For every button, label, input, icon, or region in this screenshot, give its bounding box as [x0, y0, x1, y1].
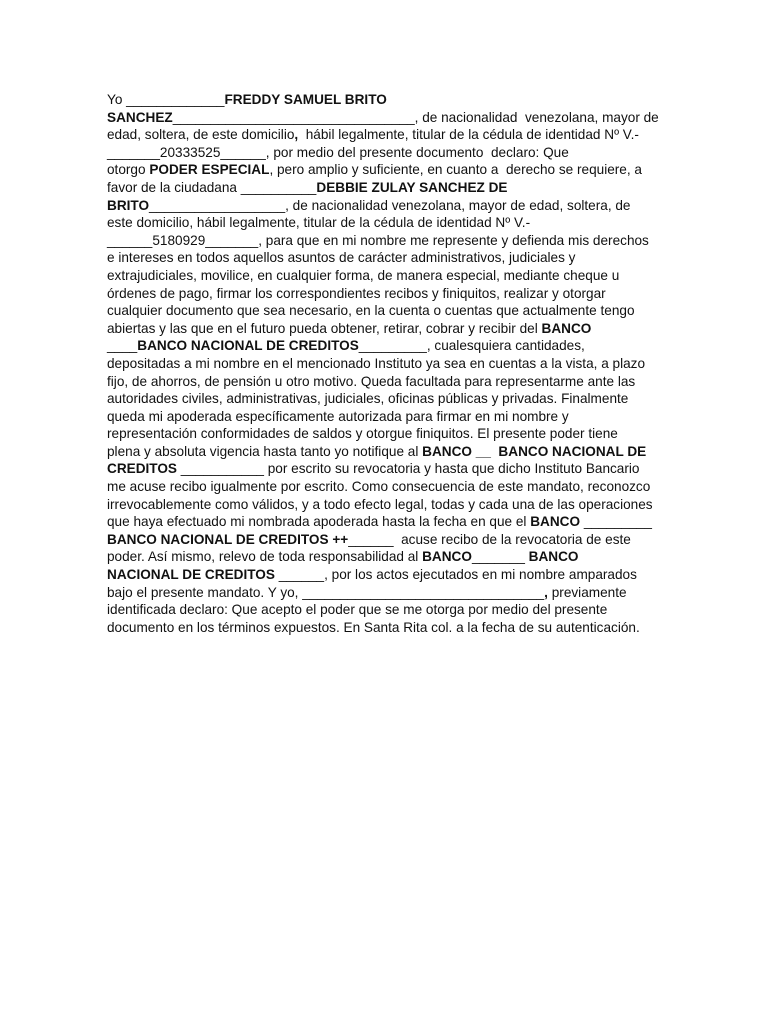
document-line — [107, 232, 667, 250]
document-line — [107, 531, 667, 549]
text-segment: representación conformidades de saldos y otorgue finiquitos. El presente poder tiene — [107, 426, 618, 442]
document-line — [107, 373, 667, 391]
text-segment: depositadas a mi nombre en el mencionado Instituto ya sea en cuentas a la vista, a plazo — [107, 355, 646, 371]
document-line — [107, 584, 667, 602]
bold-text-segment: FREDDY SAMUEL BRITO — [224, 92, 387, 107]
text-segment: ____ — [107, 338, 138, 354]
bold-text-segment: , — [544, 584, 548, 600]
text-segment: bajo el presente mandato. Y yo, ________________________________ — [107, 584, 545, 600]
text-segment: _______ — [471, 549, 529, 565]
document-line — [107, 337, 667, 355]
text-segment: identificada declaro: Que acepto el poder que se me otorga por medio del presente — [107, 602, 608, 618]
text-segment: , pero amplio y suficiente, en cuanto a derecho se requiere, a — [269, 162, 642, 178]
document-line — [107, 197, 667, 215]
text-segment: irrevocablemente como válidos, y a todo efecto legal, todas y cada una de las operaciones — [107, 496, 653, 512]
text-segment: favor de la ciudadana __________ — [107, 179, 317, 195]
bold-text-segment: BANCO — [541, 320, 592, 336]
document-line — [107, 460, 667, 478]
bold-text-segment: NACIONAL DE CREDITOS — [107, 567, 275, 583]
document-line — [107, 109, 667, 127]
document-line — [107, 285, 667, 303]
text-segment: ___________ por escrito su revocatoria y hasta que dicho Instituto Bancario — [177, 461, 640, 477]
text-segment: abiertas y las que en el futuro pueda obtener, retirar, cobrar y recibir del — [107, 320, 542, 336]
bold-text-segment: BANCO — [422, 549, 472, 565]
bold-text-segment: PODER ESPECIAL — [149, 162, 270, 178]
document-line — [107, 91, 667, 109]
document-line — [107, 126, 667, 144]
bold-text-segment: BANCO __ BANCO NACIONAL DE — [422, 443, 647, 459]
text-segment: extrajudiciales, movilice, en cualquier forma, de manera especial, mediante cheque u — [107, 267, 620, 283]
document-line — [107, 548, 667, 566]
bold-text-segment: SANCHEZ — [107, 109, 173, 125]
document-body — [107, 91, 667, 636]
bold-text-segment: BANCO NACIONAL DE CREDITOS — [137, 338, 359, 354]
bold-text-segment: DEBBIE ZULAY SANCHEZ DE — [316, 179, 508, 195]
bold-text-segment: BRITO — [107, 197, 150, 213]
document-line — [107, 161, 667, 179]
text-segment: Yo _____________ — [107, 92, 225, 107]
text-segment: ______ acuse recibo de la revocatoria de este — [348, 531, 631, 547]
text-segment: _______20333525______, por medio del presente documento declaro: Que — [107, 144, 569, 160]
text-segment: me acuse recibo igualmente por escrito. Como consecuencia de este mandato, reconozco — [107, 479, 651, 495]
document-line — [107, 513, 667, 531]
document-line — [107, 390, 667, 408]
text-segment: que haya efectuado mi nombrada apoderada hasta la fecha en que el — [107, 514, 531, 530]
document-line — [107, 320, 667, 338]
text-segment: ______5180929_______, para que en mi nombre me represente y defienda mis derechos — [107, 232, 649, 248]
text-segment: documento en los términos expuestos. En Santa Rita col. a la fecha de su autenticación. — [107, 619, 640, 635]
bold-text-segment: BANCO — [530, 514, 581, 530]
text-segment: __________________, de nacionalidad venezolana, mayor de edad, soltera, de — [149, 197, 631, 213]
document-line — [107, 496, 667, 514]
document-line — [107, 179, 667, 197]
document-line — [107, 214, 667, 232]
text-segment: autoridades civiles, administrativas, judiciales, oficinas públicas y privadas. Finalmente — [107, 391, 629, 407]
document-line — [107, 566, 667, 584]
text-segment: este domicilio, hábil legalmente, titular de la cédula de identidad Nº V.- — [107, 215, 531, 231]
text-segment: cualquier documento que sea necesario, en la cuenta o cuentas que actualmente tengo — [107, 303, 635, 319]
text-segment: _________ — [580, 514, 652, 530]
document-line — [107, 601, 667, 619]
document-line — [107, 619, 667, 637]
bold-text-segment: BANCO NACIONAL DE CREDITOS ++ — [107, 531, 349, 547]
text-segment: _________, cualesquiera cantidades, — [358, 338, 585, 354]
text-segment: fijo, de ahorros, de pensión u otro motivo. Queda facultada para representarme ante las — [107, 373, 636, 389]
text-segment: poder. Así mismo, relevo de toda responsabilidad al — [107, 549, 423, 565]
text-segment: hábil legalmente, titular de la cédula de identidad Nº V.- — [298, 127, 639, 143]
bold-text-segment: CREDITOS — [107, 461, 177, 477]
document-line — [107, 355, 667, 373]
text-segment: queda mi apoderada específicamente autorizada para firmar en mi nombre y — [107, 408, 569, 424]
document-line — [107, 478, 667, 496]
document-line — [107, 144, 667, 162]
text-segment: otorgo — [107, 162, 150, 178]
text-segment: ________________________________, de nacionalidad venezolana, mayor de — [172, 109, 659, 125]
text-segment: edad, soltera, de este domicilio — [107, 127, 295, 143]
text-segment: órdenes de pago, firmar los correspondientes recibos y finiquitos, realizar y otorgar — [107, 285, 606, 301]
text-segment: previamente — [547, 584, 627, 600]
bold-text-segment: , — [294, 127, 299, 143]
document-line — [107, 443, 667, 461]
document-line — [107, 249, 667, 267]
document-line — [107, 408, 667, 426]
document-line — [107, 302, 667, 320]
text-segment: plena y absoluta vigencia hasta tanto yo notifique al — [107, 443, 423, 459]
text-segment: ______, por los actos ejecutados en mi nombre amparados — [274, 567, 637, 583]
document-line — [107, 267, 667, 285]
document-line — [107, 425, 667, 443]
text-segment: e intereses en todos aquellos asuntos de carácter administrativos, judiciales y — [107, 250, 576, 266]
bold-text-segment: BANCO — [528, 549, 579, 565]
